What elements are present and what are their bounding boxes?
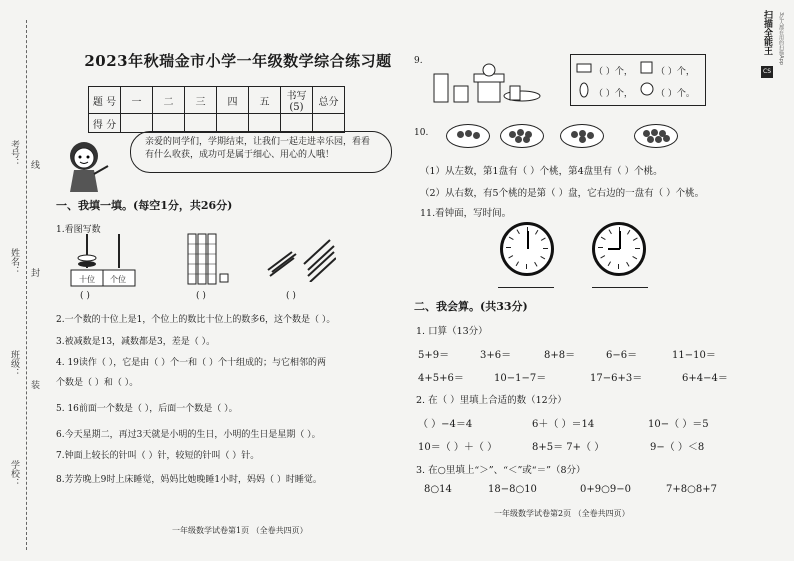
abacus-icon bbox=[66, 232, 142, 288]
score-cell[interactable] bbox=[249, 114, 281, 133]
page-2-footer: 一年级数学试卷第2页 （全卷共四页） bbox=[494, 509, 630, 518]
score-header: 书写 (5) bbox=[281, 87, 313, 114]
fill-blank-eq[interactable]: 6＋（ ）＝14 bbox=[532, 419, 595, 430]
score-value-row bbox=[89, 114, 345, 133]
cs-logo-icon: CS bbox=[761, 66, 773, 78]
q5-text: 5. 16前面一个数是（ ），后面一个数是（ ）。 bbox=[56, 404, 238, 414]
abacus-tens-label: 十位 bbox=[79, 275, 95, 284]
clock-1-hour-hand bbox=[527, 237, 529, 249]
q9-blank-rect[interactable]: （ ）个， bbox=[594, 67, 633, 77]
q1-blank-c[interactable]: ( ) bbox=[286, 291, 296, 301]
clock-2-minute-hand bbox=[619, 231, 621, 249]
score-table bbox=[88, 86, 345, 133]
peach-plate-1-icon bbox=[446, 124, 490, 148]
score-row-label: 得 分 bbox=[89, 114, 121, 133]
oral-calc: 3+6＝ bbox=[480, 350, 512, 361]
score-header-row bbox=[89, 87, 345, 114]
binding-strip bbox=[0, 0, 52, 561]
score-header: 一 bbox=[121, 87, 153, 114]
score-cell[interactable] bbox=[121, 114, 153, 133]
q1-blank-a[interactable]: ( ) bbox=[80, 291, 90, 301]
score-header: 五 bbox=[249, 87, 281, 114]
score-header: 四 bbox=[217, 87, 249, 114]
page-1-footer: 一年级数学试卷第1页 （全卷共四页） bbox=[172, 526, 308, 535]
score-cell[interactable] bbox=[313, 114, 345, 133]
score-header: 三 bbox=[185, 87, 217, 114]
scanner-brand-sub: 3亿人都在用的扫描App bbox=[778, 12, 784, 65]
score-cell[interactable] bbox=[185, 114, 217, 133]
class-label: 班级： bbox=[9, 350, 19, 377]
q2-text: 2.一个数的十位上是1，个位上的数比十位上的数多6，这个数是（ ）。 bbox=[56, 315, 336, 325]
q1-text: 1.看图写数 bbox=[56, 225, 101, 235]
fill-blank-eq[interactable]: 10＝（ ）＋（ ） bbox=[418, 442, 498, 453]
compare-item[interactable]: 8○14 bbox=[424, 484, 452, 495]
q9-blank-ball[interactable]: （ ）个。 bbox=[656, 89, 695, 99]
oral-calc: 6+4−4＝ bbox=[682, 373, 728, 384]
q4-text-a: 4. 19读作（ ），它是由（ ）个一和（ ）个十组成的；与它相邻的两 bbox=[56, 358, 326, 368]
q10-number: 10. bbox=[414, 128, 429, 138]
clock-face-1-icon bbox=[500, 222, 554, 276]
q1-blank-b[interactable]: ( ) bbox=[196, 291, 206, 301]
section-1-heading: 一、我填一填。(每空1分，共26分) bbox=[56, 199, 233, 212]
peach-plate-4-icon bbox=[634, 124, 678, 148]
section-2-heading: 二、我会算。(共33分) bbox=[414, 300, 528, 313]
ten-blocks-icon bbox=[186, 232, 236, 286]
seal-char-line: 线 bbox=[29, 160, 39, 169]
seal-char-seal: 封 bbox=[29, 268, 39, 277]
school-label: 学校： bbox=[9, 460, 19, 487]
peach-plate-2-icon bbox=[500, 124, 544, 148]
compare-item[interactable]: 7+8○8+7 bbox=[666, 484, 717, 495]
compare-item[interactable]: 0+9○9−0 bbox=[580, 484, 631, 495]
oral-calc: 6−6＝ bbox=[606, 350, 638, 361]
name-label: 姓名： bbox=[9, 248, 19, 275]
oral-calc: 17−6+3＝ bbox=[590, 373, 643, 384]
sticks-bundle-icon bbox=[264, 230, 336, 282]
q6-text: 6.今天星期二，再过3天就是小明的生日，小明的生日是星期（ ）。 bbox=[56, 430, 321, 440]
oral-calc: 8+8＝ bbox=[544, 350, 576, 361]
clock-face-2-icon bbox=[592, 222, 646, 276]
greeting-bubble: 亲爱的同学们，学期结束，让我们一起走进幸乐园，看看有什么收获，成功可是属于细心、用心的人哦！ bbox=[130, 131, 392, 173]
abacus-ones-label: 个位 bbox=[110, 275, 126, 284]
q11-label: 11.看钟面，写时间。 bbox=[420, 208, 512, 219]
fill-blank-eq[interactable]: 8+5＝ 7+（ ） bbox=[532, 442, 605, 453]
clock-2-answer-line[interactable] bbox=[592, 287, 648, 288]
q7-text: 7.钟面上较长的针叫（ ）针，较短的针叫（ ）针。 bbox=[56, 451, 260, 461]
girl-mascot-icon bbox=[58, 136, 114, 196]
q9-blank-cube[interactable]: （ ）个， bbox=[656, 67, 695, 77]
seal-line bbox=[26, 20, 27, 550]
score-cell[interactable] bbox=[217, 114, 249, 133]
oral-calc: 5+9＝ bbox=[418, 350, 450, 361]
oral-calc: 10−1−7＝ bbox=[494, 373, 547, 384]
oral-calc: 11−10＝ bbox=[672, 350, 716, 361]
s2-part-3: 3. 在○里填上“＞”、“＜”或“＝”（8分） bbox=[416, 465, 586, 476]
clock-1-answer-line[interactable] bbox=[498, 287, 554, 288]
fill-blank-eq[interactable]: （ ）−4＝4 bbox=[418, 419, 473, 430]
q9-number: 9. bbox=[414, 56, 423, 66]
q9-blank-cyl[interactable]: （ ）个， bbox=[594, 89, 633, 99]
oral-calc: 4+5+6＝ bbox=[418, 373, 464, 384]
peach-plate-3-icon bbox=[560, 124, 604, 148]
s2-part-2: 2. 在（ ）里填上合适的数（12分） bbox=[416, 395, 567, 406]
q10-line-1: （1）从左数，第1盘有（ ）个桃，第4盘里有（ ）个桃。 bbox=[420, 166, 663, 177]
exam-title: 2023年秋瑞金市小学一年级数学综合练习题 bbox=[84, 52, 392, 70]
score-cell[interactable] bbox=[153, 114, 185, 133]
q3-text: 3.被减数是13，减数都是3，差是（ ）。 bbox=[56, 337, 216, 347]
compare-item[interactable]: 18−8○10 bbox=[488, 484, 537, 495]
score-cell[interactable] bbox=[281, 114, 313, 133]
q4-text-b: 个数是（ ）和（ ）。 bbox=[56, 378, 139, 388]
exam-number-label: 考号： bbox=[9, 140, 19, 167]
q9-shapes-picture bbox=[430, 60, 550, 106]
score-header: 二 bbox=[153, 87, 185, 114]
score-header: 总分 bbox=[313, 87, 345, 114]
q10-line-2: （2）从右数，有5个桃的是第（ ）盘，它右边的一盘有（ ）个桃。 bbox=[420, 188, 705, 199]
seal-char-fold: 装 bbox=[29, 380, 39, 389]
q8-text: 8.芳芳晚上9时上床睡觉，妈妈比她晚睡1小时，妈妈（ ）时睡觉。 bbox=[56, 475, 322, 485]
fill-blank-eq[interactable]: 10−（ ）＝5 bbox=[648, 419, 709, 430]
score-header: 题 号 bbox=[89, 87, 121, 114]
clock-2-hour-hand bbox=[608, 248, 620, 250]
scanner-brand: 扫描全能王 bbox=[762, 10, 772, 55]
fill-blank-eq[interactable]: 9−（ ）＜8 bbox=[650, 442, 705, 453]
s2-part-1: 1. 口算（13分） bbox=[416, 326, 488, 337]
